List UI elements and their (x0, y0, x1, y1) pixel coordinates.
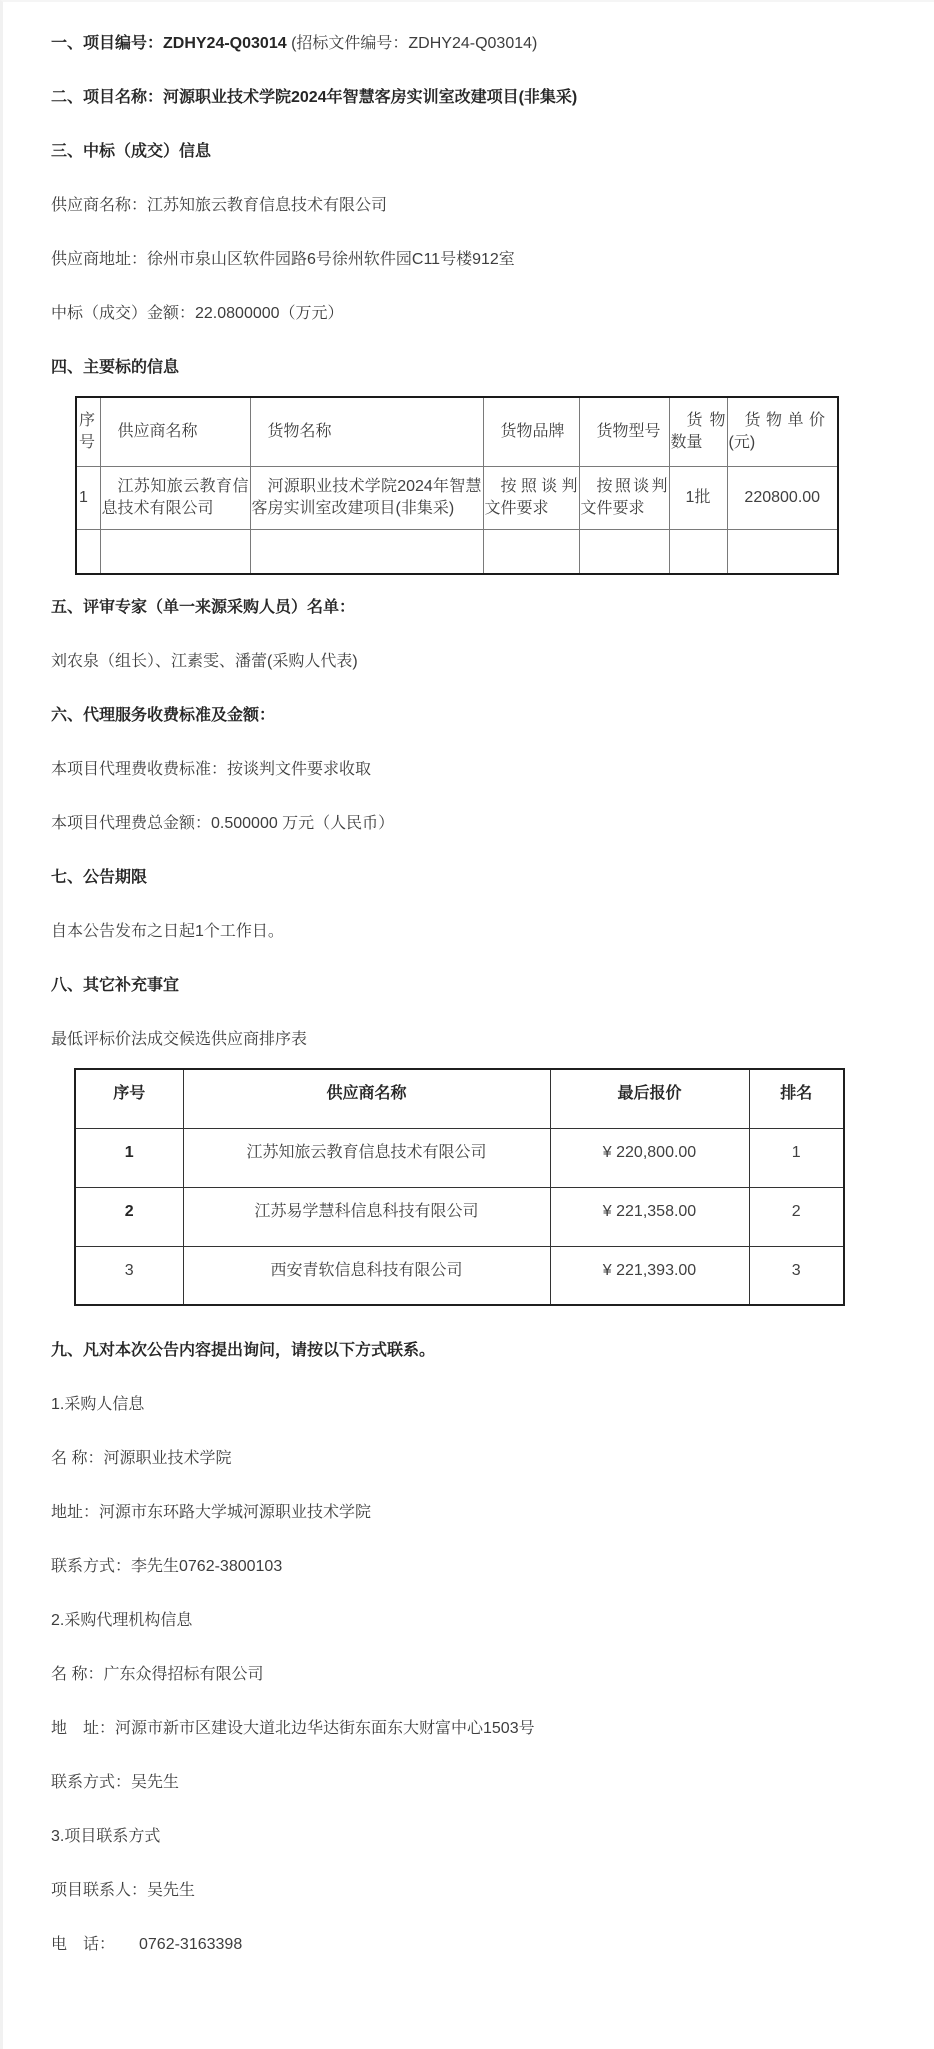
experts-names-line: 刘农泉（组长）、江素雯、潘蕾(采购人代表) (51, 653, 358, 670)
cell-goods-qty (669, 529, 727, 574)
cell-rank: 2 (749, 1187, 844, 1246)
cell-goods-name: 河源职业技术学院2024年智慧客房实训室改建项目(非集采) (250, 466, 483, 529)
header-goods-unit-price: 货物单价(元) (727, 397, 838, 466)
cell-rank: 3 (749, 1246, 844, 1305)
cell-seq: 3 (75, 1246, 183, 1305)
agency-fee-total-line: 本项目代理费总金额：0.500000 万元（人民币） (51, 815, 395, 832)
section-other-matters-heading: 八、其它补充事宜 (51, 977, 180, 994)
cell-goods-unit-price (727, 529, 838, 574)
section-contact-heading: 九、凡对本次公告内容提出询问，请按以下方式联系。 (51, 1342, 436, 1359)
ranking-table (74, 1068, 845, 1306)
cell-goods-model: 按照谈判文件要求 (579, 466, 669, 529)
table-row (75, 1246, 844, 1305)
header-supplier-name: 供应商名称 (183, 1069, 550, 1128)
section-experts-heading: 五、评审专家（单一来源采购人员）名单： (51, 599, 356, 616)
cell-goods-unit-price: 220800.00 (727, 466, 838, 529)
project-number-text: 一、项目编号：ZDHY24-Q03014 (51, 35, 287, 52)
section-notice-period-heading: 七、公告期限 (51, 869, 148, 886)
notice-period-line: 自本公告发布之日起1个工作日。 (51, 923, 284, 940)
header-goods-name: 货物名称 (250, 397, 483, 466)
cell-goods-brand: 按照谈判文件要求 (483, 466, 579, 529)
cell-final-price: ¥ 221,358.00 (550, 1187, 749, 1246)
section-main-subject-heading: 四、主要标的信息 (51, 359, 180, 376)
agency-info-label: 2.采购代理机构信息 (51, 1612, 193, 1629)
table-header-row (76, 397, 838, 466)
cell-supplier-name: 江苏知旅云教育信息技术有限公司 (100, 466, 250, 529)
section-award-info-heading: 三、中标（成交）信息 (51, 143, 212, 160)
supplier-name-line: 供应商名称：江苏知旅云教育信息技术有限公司 (51, 197, 388, 214)
cell-supplier-name (100, 529, 250, 574)
cell-seq: 2 (75, 1187, 183, 1246)
cell-goods-model (579, 529, 669, 574)
table-row (75, 1187, 844, 1246)
tender-doc-number-note: (招标文件编号：ZDHY24-Q03014) (286, 35, 538, 52)
agency-fee-standard-line: 本项目代理费收费标准：按谈判文件要求收取 (51, 761, 372, 778)
table-row (76, 466, 838, 529)
cell-supplier-name: 西安青软信息科技有限公司 (183, 1246, 550, 1305)
cell-final-price: ¥ 221,393.00 (550, 1246, 749, 1305)
purchaser-address-line: 地址：河源市东环路大学城河源职业技术学院 (51, 1504, 372, 1521)
agency-address-line: 地 址：河源市新市区建设大道北边华达街东面东大财富中心1503号 (51, 1720, 535, 1737)
award-amount-line: 中标（成交）金额：22.0800000（万元） (51, 305, 344, 322)
section-project-number-heading (51, 34, 886, 53)
cell-seq (76, 529, 100, 574)
supplier-address-line: 供应商地址：徐州市泉山区软件园路6号徐州软件园C11号楼912室 (51, 251, 515, 268)
purchaser-contact-line: 联系方式：李先生0762-3800103 (51, 1558, 283, 1575)
cell-goods-qty: 1批 (669, 466, 727, 529)
cell-seq: 1 (75, 1128, 183, 1187)
project-contact-person-line: 项目联系人：吴先生 (51, 1882, 196, 1899)
cell-seq: 1 (76, 466, 100, 529)
cell-goods-brand (483, 529, 579, 574)
cell-goods-name (250, 529, 483, 574)
header-final-price: 最后报价 (550, 1069, 749, 1128)
table-row (75, 1128, 844, 1187)
cell-rank: 1 (749, 1128, 844, 1187)
agency-contact-line: 联系方式：吴先生 (51, 1774, 180, 1791)
section-project-name-heading: 二、项目名称：河源职业技术学院2024年智慧客房实训室改建项目(非集采) (51, 89, 578, 106)
table-header-row (75, 1069, 844, 1128)
cell-supplier-name: 江苏易学慧科信息科技有限公司 (183, 1187, 550, 1246)
section-agency-fee-heading: 六、代理服务收费标准及金额： (51, 707, 276, 724)
cell-supplier-name: 江苏知旅云教育信息技术有限公司 (183, 1128, 550, 1187)
purchaser-info-label: 1.采购人信息 (51, 1396, 145, 1413)
header-seq: 序号 (76, 397, 100, 466)
project-contact-phone-line: 电 话： 0762-3163398 (51, 1936, 243, 1953)
agency-name-line: 名 称：广东众得招标有限公司 (51, 1666, 264, 1683)
header-goods-brand: 货物品牌 (483, 397, 579, 466)
project-contact-label: 3.项目联系方式 (51, 1828, 161, 1845)
header-supplier-name: 供应商名称 (100, 397, 250, 466)
cell-final-price: ¥ 220,800.00 (550, 1128, 749, 1187)
header-seq: 序号 (75, 1069, 183, 1128)
header-rank: 排名 (749, 1069, 844, 1128)
purchaser-name-line: 名 称：河源职业技术学院 (51, 1450, 232, 1467)
main-subject-table (75, 396, 839, 575)
header-goods-qty: 货物数量 (669, 397, 727, 466)
ranking-table-caption: 最低评标价法成交候选供应商排序表 (51, 1031, 308, 1048)
table-row-empty (76, 529, 838, 574)
header-goods-model: 货物型号 (579, 397, 669, 466)
